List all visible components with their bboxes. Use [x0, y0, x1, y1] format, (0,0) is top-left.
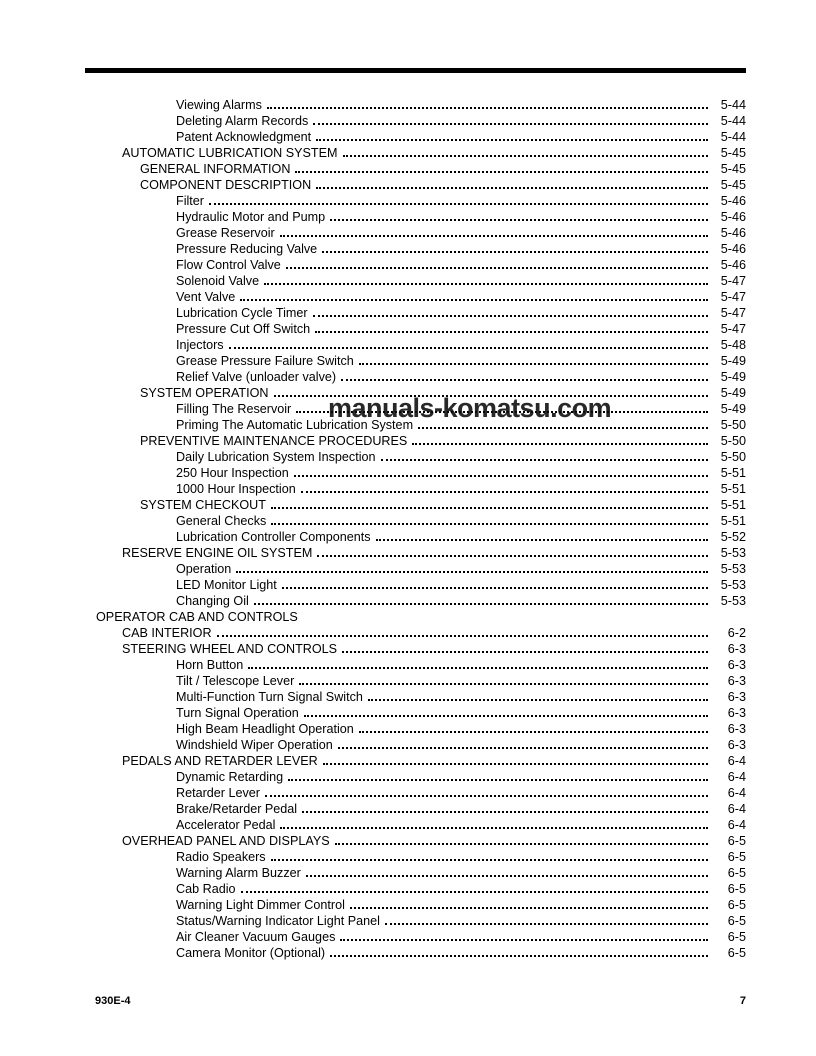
toc-entry-label[interactable]: Operation: [176, 562, 232, 576]
toc-entry-page: 5-51: [720, 514, 746, 528]
toc-entry: [85, 417, 746, 433]
toc-entry-page: 6-3: [727, 642, 746, 656]
toc-leader-dots: [248, 667, 708, 669]
toc-entry: [85, 897, 746, 913]
toc-leader-dots: [267, 107, 708, 109]
toc-entry-page: 5-51: [720, 482, 746, 496]
toc-entry-page: 6-3: [727, 690, 746, 704]
toc-entry: [85, 673, 746, 689]
toc-entry-page: 5-49: [720, 370, 746, 384]
toc-entry-label[interactable]: Filling The Reservoir: [176, 402, 292, 416]
toc-leader-dots: [313, 315, 708, 317]
toc-entry-page: 5-47: [720, 290, 746, 304]
toc-leader-dots: [376, 539, 708, 541]
toc-entry-page: 5-46: [720, 242, 746, 256]
toc-entry-label[interactable]: Air Cleaner Vacuum Gauges: [176, 930, 336, 944]
toc-entry-label[interactable]: Vent Valve: [176, 290, 236, 304]
toc-leader-dots: [315, 331, 708, 333]
toc-leader-dots: [295, 171, 708, 173]
toc-entry-page: 5-52: [720, 530, 746, 544]
toc-entry: [85, 689, 746, 705]
toc-entry-page: 6-2: [727, 626, 746, 640]
toc-entry-label[interactable]: 1000 Hour Inspection: [176, 482, 296, 496]
toc-entry-label[interactable]: PEDALS AND RETARDER LEVER: [122, 754, 318, 768]
toc-entry-page: 6-5: [727, 834, 746, 848]
toc-leader-dots: [338, 747, 708, 749]
toc-entry-label[interactable]: Flow Control Valve: [176, 258, 281, 272]
toc-leader-dots: [271, 507, 708, 509]
toc-leader-dots: [271, 523, 708, 525]
toc-entry: [85, 577, 746, 593]
toc-leader-dots: [209, 203, 708, 205]
toc-entry: [85, 177, 746, 193]
toc-entry-label[interactable]: Patent Acknowledgment: [176, 130, 312, 144]
toc-entry-page: 6-4: [727, 754, 746, 768]
toc-leader-dots: [280, 827, 708, 829]
toc-entry-page: 5-46: [720, 194, 746, 208]
toc-leader-dots: [241, 891, 708, 893]
toc-entry-label[interactable]: Pressure Cut Off Switch: [176, 322, 311, 336]
toc-entry-page: 6-3: [727, 674, 746, 688]
toc-entry-page: 6-5: [727, 930, 746, 944]
toc-entry: [85, 657, 746, 673]
header-rule: [85, 68, 746, 73]
footer-page-number: 7: [739, 995, 746, 1007]
toc-entry: [85, 641, 746, 657]
toc-entry: [85, 801, 746, 817]
toc-entry: [85, 225, 746, 241]
toc-entry-label[interactable]: PREVENTIVE MAINTENANCE PROCEDURES: [140, 434, 408, 448]
toc-entry-label[interactable]: GENERAL INFORMATION: [140, 162, 291, 176]
toc-entry-page: 5-46: [720, 210, 746, 224]
toc-entry-label[interactable]: COMPONENT DESCRIPTION: [140, 178, 312, 192]
toc-entry: [85, 401, 746, 417]
toc-entry-page: 6-4: [727, 786, 746, 800]
page-footer: [85, 995, 746, 1007]
toc-entry: [85, 513, 746, 529]
toc-entry-page: 5-47: [720, 322, 746, 336]
toc-leader-dots: [412, 443, 708, 445]
toc-entry-page: 6-5: [727, 882, 746, 896]
toc-leader-dots: [286, 267, 708, 269]
toc-entry-page: 6-3: [727, 738, 746, 752]
toc-entry-label[interactable]: AUTOMATIC LUBRICATION SYSTEM: [122, 146, 338, 160]
toc-entry: [85, 721, 746, 737]
toc-leader-dots: [229, 347, 708, 349]
toc-leader-dots: [359, 731, 708, 733]
toc-entry: [85, 449, 746, 465]
toc-entry: [85, 321, 746, 337]
toc-leader-dots: [323, 763, 708, 765]
watermark-text: manuals-komatsu.com: [328, 393, 612, 423]
toc-entry: [85, 769, 746, 785]
toc-entry-label[interactable]: Deleting Alarm Records: [176, 114, 309, 128]
toc-leader-dots: [341, 379, 708, 381]
toc-leader-dots: [313, 123, 708, 125]
toc-entry-label[interactable]: Lubrication Cycle Timer: [176, 306, 308, 320]
toc-entry: [85, 113, 746, 129]
toc-entry: [85, 193, 746, 209]
toc-entry-page: 6-5: [727, 866, 746, 880]
toc-entry-page: 5-46: [720, 226, 746, 240]
toc-entry-page: 5-44: [720, 114, 746, 128]
toc-entry-label[interactable]: Retarder Lever: [176, 786, 260, 800]
toc-entry-page: 5-48: [720, 338, 746, 352]
toc-entry-page: 5-49: [720, 402, 746, 416]
toc-entry-label[interactable]: Injectors: [176, 338, 224, 352]
toc-entry: [85, 353, 746, 369]
toc-entry: [85, 97, 746, 113]
toc-entry-page: 5-51: [720, 498, 746, 512]
toc-entry: [85, 753, 746, 769]
toc-entry-page: 6-4: [727, 818, 746, 832]
toc-entry-page: 5-49: [720, 386, 746, 400]
toc-leader-dots: [316, 139, 708, 141]
toc-entry-page: 6-5: [727, 850, 746, 864]
toc-entry-label[interactable]: STEERING WHEEL AND CONTROLS: [122, 642, 338, 656]
toc-entry-page: 5-44: [720, 98, 746, 112]
toc-entry-page: 5-53: [720, 578, 746, 592]
toc-leader-dots: [288, 779, 708, 781]
toc-entry: [85, 529, 746, 545]
toc-entry-label[interactable]: Accelerator Pedal: [176, 818, 276, 832]
toc-entry: [85, 705, 746, 721]
toc-leader-dots: [236, 571, 708, 573]
toc-entry: [85, 337, 746, 353]
toc-leader-dots: [317, 555, 708, 557]
toc-entry-page: 5-47: [720, 306, 746, 320]
toc-leader-dots: [342, 651, 708, 653]
toc-leader-dots: [304, 715, 708, 717]
toc-entry-label[interactable]: Cab Radio: [176, 882, 236, 896]
toc-entry-page: 6-3: [727, 722, 746, 736]
toc-leader-dots: [282, 587, 708, 589]
toc-leader-dots: [343, 155, 708, 157]
toc-entry: [85, 305, 746, 321]
toc-entry-label[interactable]: General Checks: [176, 514, 267, 528]
toc-leader-dots: [350, 907, 708, 909]
toc-leader-dots: [340, 939, 708, 941]
toc-entry-label[interactable]: Lubrication Controller Components: [176, 530, 371, 544]
toc-entry: [85, 241, 746, 257]
toc-entry-label[interactable]: Daily Lubrication System Inspection: [176, 450, 376, 464]
toc-entry: [85, 129, 746, 145]
toc-entry-page: 6-5: [727, 946, 746, 960]
toc-entry-page: 5-44: [720, 130, 746, 144]
toc-leader-dots: [335, 843, 708, 845]
footer-model-number: 930E-4: [95, 995, 131, 1007]
toc-entry-label[interactable]: Dynamic Retarding: [176, 770, 284, 784]
toc-entry-label[interactable]: SYSTEM CHECKOUT: [140, 498, 266, 512]
toc-leader-dots: [265, 795, 708, 797]
toc-entry: [85, 545, 746, 561]
toc-entry-page: 5-49: [720, 354, 746, 368]
toc-leader-dots: [306, 875, 708, 877]
toc-entry-label[interactable]: Pressure Reducing Valve: [176, 242, 318, 256]
toc-leader-dots: [322, 251, 708, 253]
toc-entry-label[interactable]: Viewing Alarms: [176, 98, 262, 112]
toc-entry: [85, 625, 746, 641]
toc-leader-dots: [240, 299, 708, 301]
toc-leader-dots: [274, 395, 708, 397]
toc-leader-dots: [280, 235, 708, 237]
toc-entry-label[interactable]: Radio Speakers: [176, 850, 266, 864]
toc-entry: [85, 929, 746, 945]
toc-entry: [85, 945, 746, 961]
toc-entry-label[interactable]: Status/Warning Indicator Light Panel: [176, 914, 380, 928]
toc-entry: [85, 849, 746, 865]
toc-entry-label[interactable]: Grease Pressure Failure Switch: [176, 354, 354, 368]
toc-entry-page: 6-5: [727, 898, 746, 912]
toc-leader-dots: [418, 427, 708, 429]
toc-leader-dots: [264, 283, 708, 285]
toc-entry-page: 5-45: [720, 178, 746, 192]
toc-entry-label[interactable]: Relief Valve (unloader valve): [176, 370, 337, 384]
toc-entry-label[interactable]: RESERVE ENGINE OIL SYSTEM: [122, 546, 313, 560]
toc-entry-label[interactable]: Changing Oil: [176, 594, 249, 608]
toc-leader-dots: [359, 363, 708, 365]
toc-leader-dots: [296, 411, 708, 413]
toc-entry-label[interactable]: Warning Light Dimmer Control: [176, 898, 345, 912]
toc-entry-page: 5-50: [720, 450, 746, 464]
toc-entry-label[interactable]: OVERHEAD PANEL AND DISPLAYS: [122, 834, 330, 848]
toc-entry-label[interactable]: CAB INTERIOR: [122, 626, 212, 640]
toc-entry: [85, 881, 746, 897]
toc-entry-label[interactable]: 250 Hour Inspection: [176, 466, 289, 480]
toc-entry-label[interactable]: Warning Alarm Buzzer: [176, 866, 301, 880]
toc-list: [85, 97, 746, 961]
toc-entry: [85, 737, 746, 753]
toc-entry: [85, 609, 746, 625]
toc-entry-label[interactable]: Turn Signal Operation: [176, 706, 299, 720]
toc-entry-page: 5-50: [720, 434, 746, 448]
toc-entry: [85, 481, 746, 497]
toc-entry: [85, 833, 746, 849]
toc-entry-label[interactable]: Priming The Automatic Lubrication System: [176, 418, 414, 432]
toc-entry: [85, 161, 746, 177]
toc-entry: [85, 785, 746, 801]
toc-entry-page: 6-4: [727, 770, 746, 784]
toc-entry: [85, 913, 746, 929]
toc-entry-label[interactable]: Multi-Function Turn Signal Switch: [176, 690, 363, 704]
toc-leader-dots: [271, 859, 708, 861]
toc-entry: [85, 433, 746, 449]
toc-leader-dots: [301, 491, 708, 493]
toc-leader-dots: [316, 187, 708, 189]
toc-leader-dots: [217, 635, 708, 637]
toc-entry-label[interactable]: OPERATOR CAB AND CONTROLS: [96, 610, 298, 624]
toc-entry-label[interactable]: High Beam Headlight Operation: [176, 722, 354, 736]
toc-entry: [85, 865, 746, 881]
toc-entry-page: 5-45: [720, 146, 746, 160]
toc-entry: [85, 817, 746, 833]
toc-leader-dots: [294, 475, 708, 477]
toc-entry: [85, 145, 746, 161]
toc-entry-label[interactable]: Grease Reservoir: [176, 226, 275, 240]
toc-entry-label[interactable]: SYSTEM OPERATION: [140, 386, 269, 400]
toc-entry-page: 5-45: [720, 162, 746, 176]
toc-entry-label[interactable]: Horn Button: [176, 658, 244, 672]
toc-entry-label[interactable]: Filter: [176, 194, 204, 208]
toc-entry-page: 6-4: [727, 802, 746, 816]
toc-entry-label[interactable]: Camera Monitor (Optional): [176, 946, 326, 960]
toc-entry-page: 5-50: [720, 418, 746, 432]
toc-entry: [85, 257, 746, 273]
toc-entry-label[interactable]: Solenoid Valve: [176, 274, 260, 288]
toc-entry: [85, 561, 746, 577]
toc-entry-page: 6-3: [727, 658, 746, 672]
toc-entry-page: 5-47: [720, 274, 746, 288]
toc-entry-label[interactable]: LED Monitor Light: [176, 578, 277, 592]
toc-entry: [85, 209, 746, 225]
toc-leader-dots: [330, 219, 708, 221]
toc-entry: [85, 465, 746, 481]
toc-entry: [85, 273, 746, 289]
toc-entry-page: 5-53: [720, 594, 746, 608]
toc-entry: [85, 385, 746, 401]
toc-entry-label[interactable]: Hydraulic Motor and Pump: [176, 210, 326, 224]
toc-leader-dots: [368, 699, 708, 701]
toc-entry-label[interactable]: Windshield Wiper Operation: [176, 738, 333, 752]
toc-entry: [85, 369, 746, 385]
toc-entry-page: 5-51: [720, 466, 746, 480]
toc-leader-dots: [381, 459, 709, 461]
toc-entry-page: 6-5: [727, 914, 746, 928]
toc-leader-dots: [385, 923, 708, 925]
toc-leader-dots: [302, 811, 708, 813]
toc-leader-dots: [330, 955, 708, 957]
toc-entry-page: 5-53: [720, 546, 746, 560]
toc-entry: [85, 497, 746, 513]
toc-leader-dots: [299, 683, 708, 685]
toc-entry-page: 5-53: [720, 562, 746, 576]
toc-entry: [85, 289, 746, 305]
toc-entry: [85, 593, 746, 609]
toc-entry-page: 5-46: [720, 258, 746, 272]
toc-entry-label[interactable]: Tilt / Telescope Lever: [176, 674, 295, 688]
toc-entry-page: 6-3: [727, 706, 746, 720]
toc-leader-dots: [254, 603, 708, 605]
toc-entry-label[interactable]: Brake/Retarder Pedal: [176, 802, 298, 816]
